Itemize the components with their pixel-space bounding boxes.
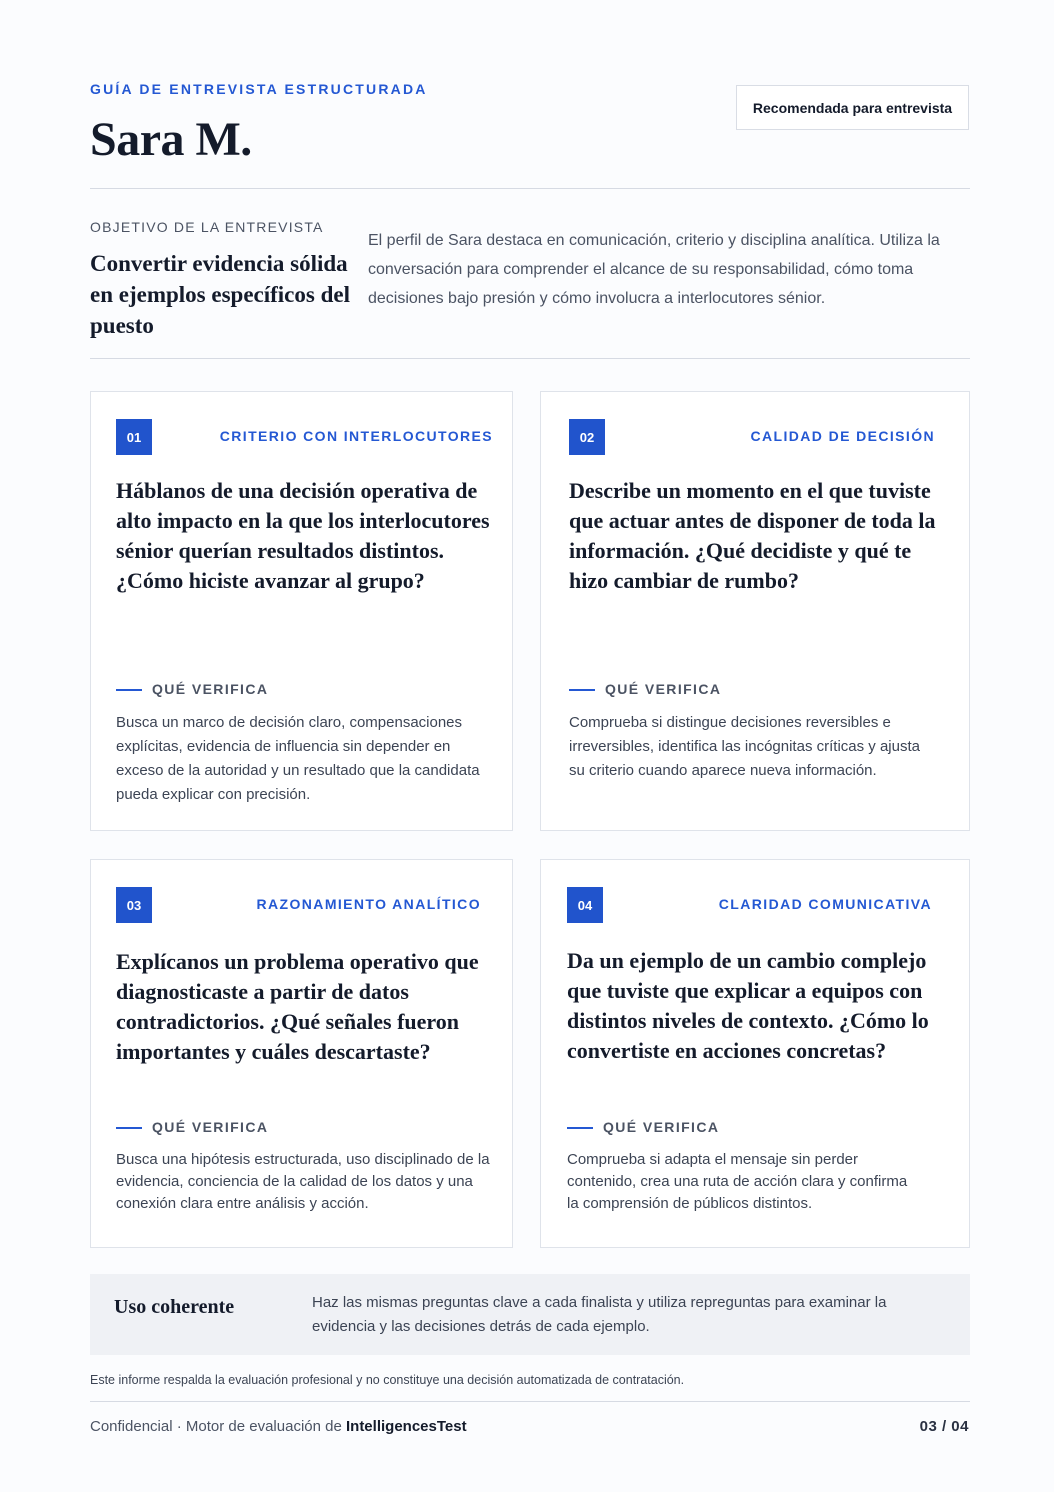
question-category: CRITERIO CON INTERLOCUTORES [219,428,493,444]
verifies-accent-line [116,689,142,691]
question-card-1 [90,391,513,831]
question-category: RAZONAMIENTO ANALÍTICO [256,896,481,912]
verifies-text: Busca un marco de decisión claro, compensaciones explícitas, evidencia de influencia sin depender en exceso de la autoridad y un resultado que la candidata pueda explicar con precisión. [116,714,480,803]
question-number-badge: 02 [569,419,605,455]
footer-brand: IntelligencesTest [345,1418,467,1435]
question-number-badge: 01 [116,419,152,455]
verifies-accent-line [569,689,595,691]
question-text: Describe un momento en el que tuviste que actuar antes de disponer de toda la información. ¿Qué decidiste y qué te hizo cambiar de rumbo? [569,478,936,593]
disclaimer: Este informe respalda la evaluación profesional y no constituye una decisión automatizada de contratación. [90,1373,685,1387]
question-category: CLARIDAD COMUNICATIVA [718,896,932,912]
verifies-label: QUÉ VERIFICA [603,1119,720,1135]
page-number: 03 / 04 [919,1418,969,1435]
consistent-use-panel [90,1274,970,1355]
objective-label: OBJETIVO DE LA ENTREVISTA [90,219,324,235]
footer-prefix: Confidencial · Motor de evaluación de [90,1418,346,1435]
consistent-use-text: Haz las mismas preguntas clave a cada finalista y utiliza repreguntas para examinar la evidencia y las decisiones detrás de cada ejemplo. [312,1294,887,1335]
candidate-name: Sara M. [90,113,252,166]
verifies-label: QUÉ VERIFICA [152,1119,269,1135]
verifies-label: QUÉ VERIFICA [605,681,722,697]
question-card-4 [540,859,970,1248]
verifies-text: Busca una hipótesis estructurada, uso disciplinado de la evidencia, conciencia de la calidad de los datos y una conexión clara entre análisis y acción. [116,1151,490,1212]
footer-confidential [90,1418,467,1435]
verifies-label: QUÉ VERIFICA [152,681,269,697]
question-number-badge: 03 [116,887,152,923]
question-text: Háblanos de una decisión operativa de alto impacto en la que los interlocutores sénior querían resultados distintos. ¿Cómo hiciste avanzar al grupo? [116,478,490,593]
objective-title: Convertir evidencia sólida en ejemplos específicos del puesto [90,251,350,338]
footer-divider [90,1401,970,1402]
objective-text: El perfil de Sara destaca en comunicación, criterio y disciplina analítica. Utiliza la conversación para comprender el alcance de su responsabilidad, cómo toma decisiones bajo presión y cómo involucra a interlocutores sénior. [368,232,940,307]
document-eyebrow: GUÍA DE ENTREVISTA ESTRUCTURADA [90,81,428,97]
question-card-2 [540,391,970,831]
verifies-accent-line [116,1127,142,1129]
verifies-text: Comprueba si adapta el mensaje sin perder contenido, crea una ruta de acción clara y confirma la comprensión de públicos distintos. [567,1151,908,1212]
question-category: CALIDAD DE DECISIÓN [750,428,935,444]
consistent-use-title: Uso coherente [114,1296,235,1318]
objective-divider [90,358,970,359]
recommendation-badge: Recomendada para entrevista [736,85,969,130]
verifies-text: Comprueba si distingue decisiones reversibles e irreversibles, identifica las incógnitas críticas y ajusta su criterio cuando aparece nueva información. [569,714,920,779]
question-number-badge: 04 [567,887,603,923]
header-divider [90,188,970,189]
question-card-3 [90,859,513,1248]
question-text: Da un ejemplo de un cambio complejo que tuviste que explicar a equipos con distintos niveles de contexto. ¿Cómo lo convertiste en acciones concretas? [567,948,929,1063]
verifies-accent-line [567,1127,593,1129]
question-text: Explícanos un problema operativo que diagnosticaste a partir de datos contradictorios. ¿Qué señales fueron importantes y cuáles descartaste? [116,949,479,1064]
